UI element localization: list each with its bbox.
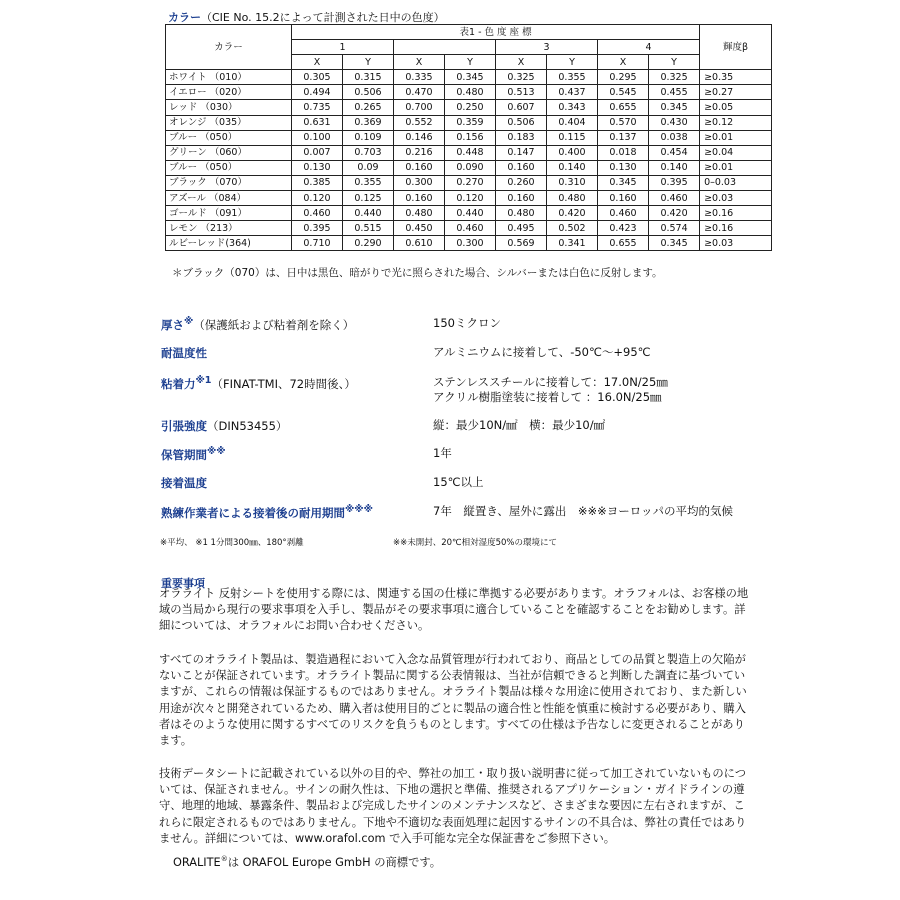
color-name-cell: ホワイト （010） bbox=[166, 70, 292, 85]
registered-mark: ® bbox=[220, 855, 228, 864]
property-value bbox=[433, 418, 605, 433]
brightness-cell: ≥0.27 bbox=[700, 85, 772, 100]
coordinate-cell: 0.09 bbox=[343, 160, 394, 175]
chromaticity-table bbox=[165, 24, 772, 251]
property-label bbox=[161, 475, 207, 491]
coordinate-cell: 0.325 bbox=[649, 70, 700, 85]
coordinate-cell: 0.147 bbox=[496, 145, 547, 160]
trademark-name: ORALITE bbox=[173, 856, 221, 869]
brightness-cell: ≥0.16 bbox=[700, 221, 772, 236]
trademark-line bbox=[173, 854, 441, 870]
property-value-line: 150ミクロン bbox=[433, 316, 501, 330]
coordinate-cell: 0.735 bbox=[292, 100, 343, 115]
coordinate-cell: 0.545 bbox=[598, 85, 649, 100]
property-label bbox=[161, 446, 226, 463]
axis-header: X bbox=[394, 55, 445, 70]
table-row bbox=[166, 206, 772, 221]
coordinate-cell: 0.341 bbox=[547, 236, 598, 251]
coordinate-cell: 0.325 bbox=[496, 70, 547, 85]
coordinate-cell: 0.570 bbox=[598, 115, 649, 130]
coordinate-cell: 0.359 bbox=[445, 115, 496, 130]
table-row bbox=[166, 130, 772, 145]
table-row bbox=[166, 191, 772, 206]
property-value-line: 1年 bbox=[433, 446, 452, 460]
brightness-header: 輝度β bbox=[700, 25, 772, 70]
table-row bbox=[166, 160, 772, 175]
coordinate-cell: 0.369 bbox=[343, 115, 394, 130]
property-value bbox=[433, 345, 651, 360]
coordinate-cell: 0.631 bbox=[292, 115, 343, 130]
coordinate-cell: 0.120 bbox=[445, 191, 496, 206]
coordinate-cell: 0.100 bbox=[292, 130, 343, 145]
property-value-line: 7年 縦置き、屋外に露出 ※※※ヨーロッパの平均的気候 bbox=[433, 504, 734, 518]
footnote-left: ※平均、 ※1 1分間300㎜、180°剥離 bbox=[160, 538, 304, 548]
coordinate-cell: 0.480 bbox=[445, 85, 496, 100]
axis-header: Y bbox=[343, 55, 394, 70]
coordinate-cell: 0.513 bbox=[496, 85, 547, 100]
coordinate-cell: 0.343 bbox=[547, 100, 598, 115]
coordinate-cell: 0.506 bbox=[343, 85, 394, 100]
coordinate-cell: 0.404 bbox=[547, 115, 598, 130]
property-footnote-mark: ※※ bbox=[207, 446, 226, 457]
caption-bold: カラー bbox=[168, 11, 201, 24]
coordinate-cell: 0.440 bbox=[445, 206, 496, 221]
coordinate-cell: 0.090 bbox=[445, 160, 496, 175]
axis-header: Y bbox=[445, 55, 496, 70]
property-key: 耐温度性 bbox=[161, 346, 207, 360]
property-value-line: アルミニウムに接着して、-50℃～+95℃ bbox=[433, 345, 651, 359]
group-header: 1 bbox=[292, 40, 394, 55]
table-row bbox=[166, 145, 772, 160]
group-header: 4 bbox=[598, 40, 700, 55]
property-value-line: ステンレススチールに接着して：17.0N/25㎜ bbox=[433, 375, 668, 389]
property-key: 保管期間 bbox=[161, 447, 207, 462]
coordinate-cell: 0.395 bbox=[292, 221, 343, 236]
important-paragraph-1: オラライト 反射シートを使用する際には、関連する国の仕様に準拠する必要があります。オラフォルは、お客様の地域の当局から現行の要求事項を入手し、製品がその要求事項に適合していることを確認することをお勧めします。詳細については、オラフォルにお問い合わせください。 bbox=[159, 587, 749, 633]
property-label bbox=[161, 345, 207, 361]
coordinate-cell: 0.038 bbox=[649, 130, 700, 145]
property-label bbox=[161, 418, 287, 434]
coordinate-cell: 0.515 bbox=[343, 221, 394, 236]
coordinate-cell: 0.018 bbox=[598, 145, 649, 160]
coordinate-cell: 0.703 bbox=[343, 145, 394, 160]
coordinate-cell: 0.610 bbox=[394, 236, 445, 251]
coordinate-cell: 0.385 bbox=[292, 175, 343, 190]
group-header: 3 bbox=[496, 40, 598, 55]
coordinate-cell: 0.270 bbox=[445, 175, 496, 190]
property-condition: （DIN53455） bbox=[207, 419, 288, 433]
coordinate-cell: 0.395 bbox=[649, 175, 700, 190]
coordinate-cell: 0.160 bbox=[394, 191, 445, 206]
color-name-cell: ブルー （050） bbox=[166, 160, 292, 175]
table-row bbox=[166, 175, 772, 190]
coordinate-cell: 0.420 bbox=[649, 206, 700, 221]
table-caption bbox=[168, 9, 445, 25]
coordinate-cell: 0.437 bbox=[547, 85, 598, 100]
coordinate-cell: 0.506 bbox=[496, 115, 547, 130]
color-header: カラー bbox=[166, 25, 292, 70]
brightness-cell: ≥0.04 bbox=[700, 145, 772, 160]
coordinate-cell: 0.480 bbox=[547, 191, 598, 206]
brightness-cell: ≥0.01 bbox=[700, 130, 772, 145]
coordinate-cell: 0.265 bbox=[343, 100, 394, 115]
property-label bbox=[161, 316, 354, 333]
property-footnote-mark: ※1 bbox=[195, 375, 212, 386]
table-row bbox=[166, 85, 772, 100]
coordinate-cell: 0.300 bbox=[394, 175, 445, 190]
coordinate-cell: 0.007 bbox=[292, 145, 343, 160]
table-row bbox=[166, 70, 772, 85]
coordinate-cell: 0.552 bbox=[394, 115, 445, 130]
axis-header: Y bbox=[649, 55, 700, 70]
coordinate-cell: 0.345 bbox=[649, 236, 700, 251]
coordinate-cell: 0.430 bbox=[649, 115, 700, 130]
coordinate-cell: 0.450 bbox=[394, 221, 445, 236]
coordinate-cell: 0.569 bbox=[496, 236, 547, 251]
color-name-cell: オレンジ （035） bbox=[166, 115, 292, 130]
coordinate-cell: 0.216 bbox=[394, 145, 445, 160]
property-label bbox=[161, 504, 373, 521]
coordinate-cell: 0.160 bbox=[496, 191, 547, 206]
property-key: 厚さ bbox=[161, 317, 184, 332]
brightness-cell: ≥0.12 bbox=[700, 115, 772, 130]
table-row bbox=[166, 236, 772, 251]
important-paragraph-2: すべてのオラライト製品は、製造過程において入念な品質管理が行われており、商品としての品質と製造上の欠陥がないことが保証されています。オラライト製品に関する公表情報は、当社が信頼できると判断した調査に基づいていますが、これらの情報は保証するものではありません。オラライト製品は様々な用途に使用されており、また新しい用途が次々と開発されているため、購入者は使用目的ごとに製品の適合性と性能を慎重に検討する必要があり、購入者はそのような使用に関するすべてのリスクを負うものとします。すべての仕様は予告なしに変更されることがあります。 bbox=[159, 653, 747, 748]
color-name-cell: ブルー （050） bbox=[166, 130, 292, 145]
axis-header: X bbox=[292, 55, 343, 70]
group-header bbox=[394, 40, 496, 55]
coordinate-cell: 0.290 bbox=[343, 236, 394, 251]
coordinate-cell: 0.125 bbox=[343, 191, 394, 206]
brightness-cell: ≥0.03 bbox=[700, 236, 772, 251]
coordinate-cell: 0.460 bbox=[598, 206, 649, 221]
axis-header: Y bbox=[547, 55, 598, 70]
coordinate-cell: 0.345 bbox=[598, 175, 649, 190]
color-name-cell: イエロー （020） bbox=[166, 85, 292, 100]
coordinate-cell: 0.495 bbox=[496, 221, 547, 236]
coordinate-cell: 0.156 bbox=[445, 130, 496, 145]
table-row bbox=[166, 100, 772, 115]
coordinate-cell: 0.655 bbox=[598, 100, 649, 115]
coordinate-cell: 0.400 bbox=[547, 145, 598, 160]
property-condition: （FINAT-TMI、72時間後、） bbox=[211, 376, 356, 391]
property-footnote-mark: ※※※ bbox=[345, 504, 373, 515]
property-key: 引張強度 bbox=[161, 419, 207, 433]
brightness-cell: ≥0.03 bbox=[700, 191, 772, 206]
property-value bbox=[433, 504, 733, 519]
brightness-cell: ≥0.16 bbox=[700, 206, 772, 221]
property-value-line: 縦：最少10N/㎟ 横：最少10/㎟ bbox=[433, 418, 606, 432]
coordinate-cell: 0.423 bbox=[598, 221, 649, 236]
coordinate-cell: 0.115 bbox=[547, 130, 598, 145]
coordinate-cell: 0.480 bbox=[496, 206, 547, 221]
coordinate-cell: 0.470 bbox=[394, 85, 445, 100]
color-name-cell: ゴールド （091） bbox=[166, 206, 292, 221]
property-key: 熟練作業者による接着後の耐用期間 bbox=[161, 505, 345, 520]
table-row bbox=[166, 221, 772, 236]
property-value bbox=[433, 316, 501, 331]
property-value bbox=[433, 375, 668, 405]
coordinate-cell: 0.250 bbox=[445, 100, 496, 115]
coordinate-cell: 0.183 bbox=[496, 130, 547, 145]
coordinate-cell: 0.295 bbox=[598, 70, 649, 85]
black-note: ＊ブラック（070）は、日中は黒色、暗がりで光に照らされた場合、シルバーまたは白色に反射します。 bbox=[172, 267, 663, 279]
property-condition: （保護紙および粘着剤を除く） bbox=[193, 317, 355, 332]
color-name-cell: レモン （213） bbox=[166, 221, 292, 236]
coordinate-cell: 0.607 bbox=[496, 100, 547, 115]
color-name-cell: ルビーレッド(364) bbox=[166, 236, 292, 251]
coordinate-cell: 0.315 bbox=[343, 70, 394, 85]
color-name-cell: レッド （030） bbox=[166, 100, 292, 115]
table-title: 表1 - 色 度 座 標 bbox=[292, 25, 700, 40]
important-paragraph-3: 技術データシートに記載されている以外の目的や、弊社の加工・取り扱い説明書に従って加工されていないものについては、保証されません。サインの耐久性は、下地の選択と準備、推奨されるアプリケーション・ガイドラインの遵守、地理的地域、暴露条件、製品および完成したサインのメンテナンスなど、さまざまな要因に左右されますが、これらに限定されるものではありません。下地や不適切な表面処理に起因するサインの不具合は、弊社の責任ではありません。詳細については、www.orafol.com で入手可能な完全な保証書をご参照下さい。 bbox=[159, 767, 747, 845]
brightness-cell: ≥0.05 bbox=[700, 100, 772, 115]
coordinate-cell: 0.140 bbox=[649, 160, 700, 175]
coordinate-cell: 0.710 bbox=[292, 236, 343, 251]
coordinate-cell: 0.455 bbox=[649, 85, 700, 100]
coordinate-cell: 0.574 bbox=[649, 221, 700, 236]
property-key: 粘着力 bbox=[161, 376, 196, 391]
brightness-cell: 0–0.03 bbox=[700, 175, 772, 190]
coordinate-cell: 0.355 bbox=[343, 175, 394, 190]
coordinate-cell: 0.655 bbox=[598, 236, 649, 251]
property-label bbox=[161, 375, 356, 392]
coordinate-cell: 0.460 bbox=[649, 191, 700, 206]
footnote-right: ※※未開封、20℃相対湿度50%の環境にて bbox=[393, 538, 557, 548]
coordinate-cell: 0.355 bbox=[547, 70, 598, 85]
coordinate-cell: 0.480 bbox=[394, 206, 445, 221]
table-row bbox=[166, 115, 772, 130]
coordinate-cell: 0.260 bbox=[496, 175, 547, 190]
coordinate-cell: 0.345 bbox=[649, 100, 700, 115]
color-name-cell: ブラック （070） bbox=[166, 175, 292, 190]
axis-header: X bbox=[598, 55, 649, 70]
coordinate-cell: 0.460 bbox=[292, 206, 343, 221]
coordinate-cell: 0.310 bbox=[547, 175, 598, 190]
coordinate-cell: 0.460 bbox=[445, 221, 496, 236]
brightness-cell: ≥0.01 bbox=[700, 160, 772, 175]
coordinate-cell: 0.160 bbox=[496, 160, 547, 175]
coordinate-cell: 0.137 bbox=[598, 130, 649, 145]
coordinate-cell: 0.305 bbox=[292, 70, 343, 85]
brightness-cell: ≥0.35 bbox=[700, 70, 772, 85]
color-name-cell: アズール （084） bbox=[166, 191, 292, 206]
coordinate-cell: 0.160 bbox=[598, 191, 649, 206]
coordinate-cell: 0.494 bbox=[292, 85, 343, 100]
coordinate-cell: 0.420 bbox=[547, 206, 598, 221]
coordinate-cell: 0.335 bbox=[394, 70, 445, 85]
property-key: 接着温度 bbox=[161, 476, 207, 490]
coordinate-cell: 0.130 bbox=[292, 160, 343, 175]
coordinate-cell: 0.300 bbox=[445, 236, 496, 251]
coordinate-cell: 0.160 bbox=[394, 160, 445, 175]
property-value bbox=[433, 475, 484, 490]
coordinate-cell: 0.130 bbox=[598, 160, 649, 175]
property-value-line: 15℃以上 bbox=[433, 475, 484, 489]
property-value bbox=[433, 446, 452, 461]
coordinate-cell: 0.454 bbox=[649, 145, 700, 160]
important-heading: 重要事項 bbox=[161, 577, 205, 590]
coordinate-cell: 0.440 bbox=[343, 206, 394, 221]
color-name-cell: グリーン （060） bbox=[166, 145, 292, 160]
axis-header: X bbox=[496, 55, 547, 70]
coordinate-cell: 0.120 bbox=[292, 191, 343, 206]
coordinate-cell: 0.502 bbox=[547, 221, 598, 236]
coordinate-cell: 0.140 bbox=[547, 160, 598, 175]
coordinate-cell: 0.700 bbox=[394, 100, 445, 115]
trademark-text: は ORAFOL Europe GmbH の商標です。 bbox=[227, 856, 442, 869]
caption-rest: （CIE No. 15.2によって計測された日中の色度） bbox=[201, 11, 445, 24]
coordinate-cell: 0.448 bbox=[445, 145, 496, 160]
property-value-line: アクリル樹脂塗装に接着して ：16.0N/25㎜ bbox=[433, 390, 662, 404]
coordinate-cell: 0.109 bbox=[343, 130, 394, 145]
coordinate-cell: 0.146 bbox=[394, 130, 445, 145]
coordinate-cell: 0.345 bbox=[445, 70, 496, 85]
property-footnote-mark: ※ bbox=[184, 316, 194, 327]
